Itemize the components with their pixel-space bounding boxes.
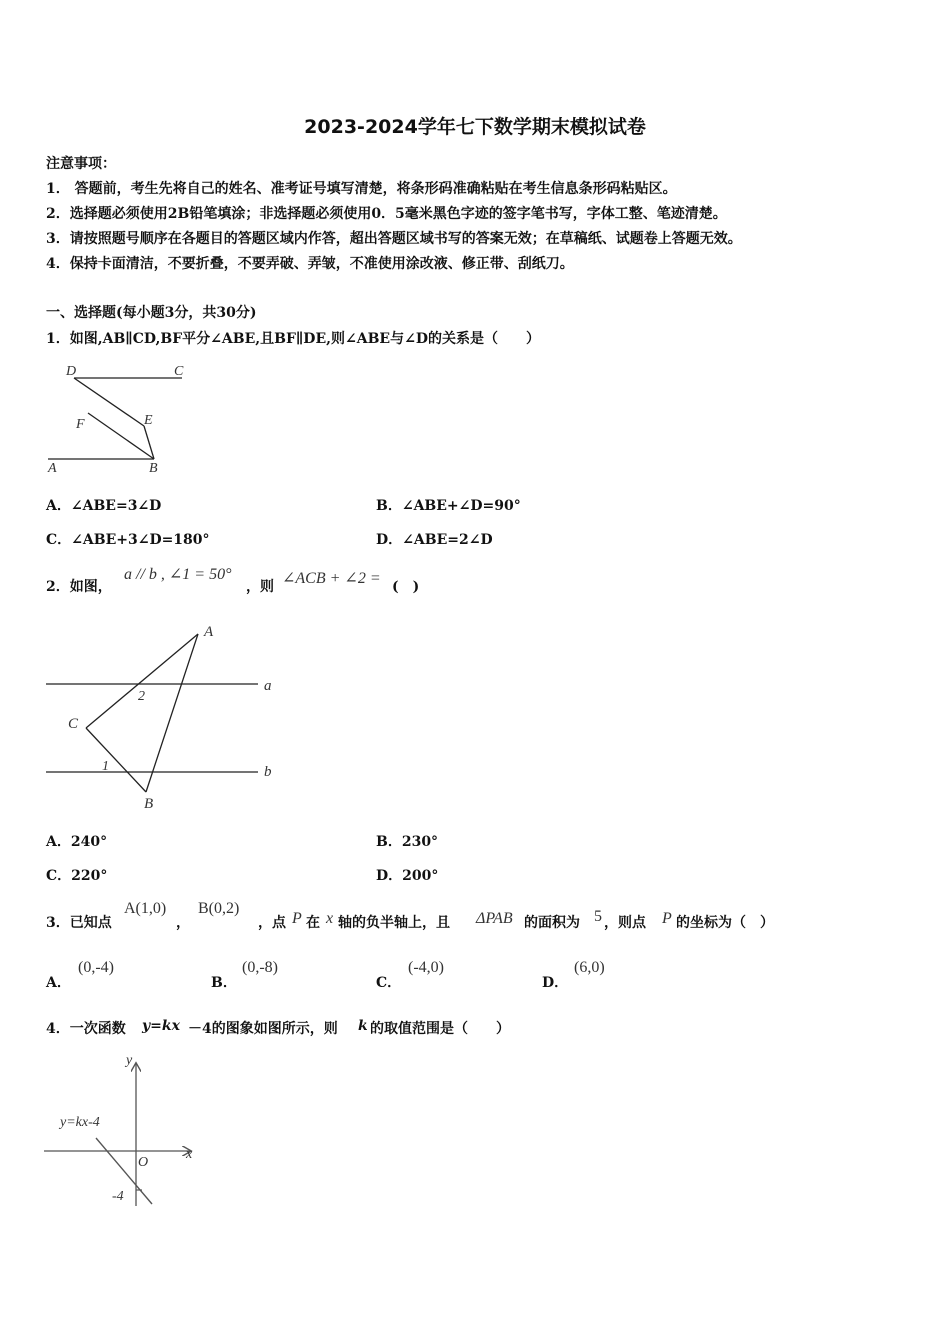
label-origin: O [138, 1155, 149, 1170]
option-a: A．240° [46, 834, 108, 850]
notice-heading: 注意事项： [46, 156, 116, 172]
option-b-letter: B． [211, 975, 237, 991]
label-angle-1: 1 [102, 759, 109, 774]
label-angle-2: 2 [138, 689, 145, 704]
label-intercept: -4 [112, 1189, 124, 1204]
option-c: C．∠ABE+3∠D=180° [46, 532, 210, 548]
label-a-point: A [204, 624, 214, 640]
notice-item: 4．保持卡面清洁，不要折叠，不要弄破、弄皱，不准使用涂改液、修正带、刮纸刀。 [46, 256, 574, 272]
page-title: 2023-2024学年七下数学期末模拟试卷 [304, 116, 646, 138]
label-d: D [66, 364, 77, 379]
question-stem-b: －4的图象如图所示，则 [188, 1021, 338, 1037]
area-value: 5 [594, 908, 602, 925]
option-d: D．∠ABE=2∠D [376, 532, 493, 548]
question-text: 的坐标为（ ） [676, 915, 774, 931]
function-expression: y=kx [142, 1018, 180, 1034]
option-c-value: (-4,0) [408, 959, 444, 976]
question-stem-suffix: ( ) [392, 579, 420, 595]
notice-item: 2．选择题必须使用2B铅笔填涂；非选择题必须使用0．5毫米黑色字迹的签字笔书写，字体工整、笔迹清楚。 [46, 206, 727, 222]
label-b-point: B [144, 796, 154, 812]
label-axis-y: y [126, 1053, 133, 1068]
question-text: ，则点 [604, 915, 646, 931]
option-b: B．∠ABE+∠D=90° [376, 498, 521, 514]
point-p: P [662, 910, 672, 927]
point-b: B(0,2) [198, 900, 240, 917]
label-b: B [149, 461, 158, 476]
label-f: F [76, 417, 85, 432]
option-d-letter: D． [542, 975, 569, 991]
question-stem-prefix: 3．已知点 [46, 915, 112, 931]
label-line-a: a [264, 678, 272, 694]
separator: ， [176, 915, 190, 931]
question-condition: a // b , ∠1 = 50° [124, 566, 232, 583]
option-d: D．200° [376, 868, 439, 884]
question-stem-c: 的取值范围是（ ） [370, 1021, 510, 1037]
option-c: C．220° [46, 868, 108, 884]
option-a-value: (0,-4) [78, 959, 114, 976]
label-c: C [68, 716, 79, 732]
label-equation: y=kx-4 [60, 1115, 100, 1130]
section-heading: 一、选择题(每小题3分，共30分) [46, 305, 257, 321]
question-1-figure [44, 358, 204, 476]
question-text: 在 [306, 915, 320, 931]
label-a: A [48, 461, 57, 476]
option-a: A．∠ABE=3∠D [46, 498, 162, 514]
point-a: A(1,0) [124, 900, 167, 917]
question-text: 的面积为 [524, 915, 580, 931]
question-stem: 1．如图,AB∥CD,BF平分∠ABE,且BF∥DE,则∠ABE与∠D的关系是（ ） [46, 331, 540, 347]
question-stem-a: 4．一次函数 [46, 1021, 126, 1037]
option-a-letter: A． [46, 975, 71, 991]
question-stem-mid: ，则 [246, 579, 274, 595]
label-line-b: b [264, 764, 272, 780]
question-2-figure [40, 620, 290, 816]
label-e: E [144, 413, 153, 428]
question-stem-prefix: 2．如图， [46, 579, 112, 595]
option-d-value: (6,0) [574, 959, 605, 976]
question-expression: ∠ACB + ∠2 = [282, 570, 381, 587]
question-4-figure [40, 1050, 210, 1212]
point-p: P [292, 910, 302, 927]
notice-item: 3．请按照题号顺序在各题目的答题区域内作答，超出答题区域书写的答案无效；在草稿纸、试题卷上答题无效。 [46, 231, 742, 247]
label-axis-x: x [186, 1147, 193, 1162]
axis-x: x [326, 910, 334, 927]
triangle-pab: ΔPAB [476, 910, 513, 927]
notice-item: 1． 答题前，考生先将自己的姓名、准考证号填写清楚，将条形码准确粘贴在考生信息条形码粘贴区。 [46, 181, 677, 197]
variable-k: k [358, 1018, 368, 1034]
label-c: C [174, 364, 184, 379]
option-b-value: (0,-8) [242, 959, 278, 976]
option-b: B．230° [376, 834, 439, 850]
question-text: 轴的负半轴上，且 [338, 915, 450, 931]
question-text: ，点 [258, 915, 286, 931]
option-c-letter: C． [376, 975, 402, 991]
